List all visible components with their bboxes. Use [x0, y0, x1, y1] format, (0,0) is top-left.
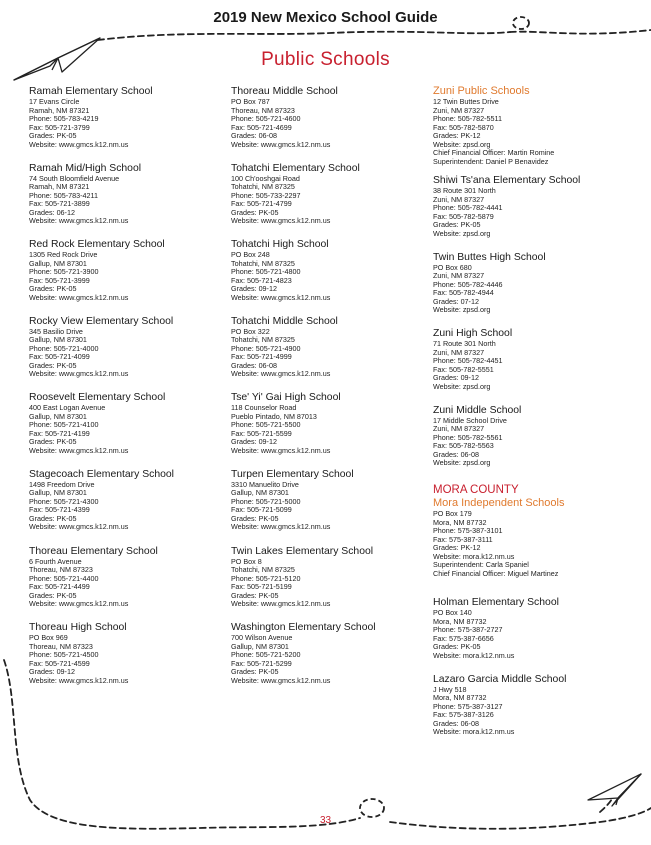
school-entry [29, 163, 219, 240]
school-detail-line: 1305 Red Rock Drive [29, 250, 98, 260]
school-detail-line: Grades: 09-12 [433, 373, 479, 383]
school-detail-line: Fax: 505-721-4799 [231, 199, 292, 209]
school-detail-line: 1498 Freedom Drive [29, 479, 95, 489]
school-detail-line: Phone: 505-721-4900 [231, 343, 301, 353]
school-entry [29, 546, 219, 623]
school-name: Stagecoach Elementary School [29, 468, 174, 480]
school-name: Tohatchi Elementary School [231, 162, 360, 174]
school-detail-line: Zuni, NM 87327 [433, 424, 485, 434]
school-name: Thoreau Middle School [231, 86, 338, 97]
school-detail-line: Website: www.gmcs.k12.nm.us [29, 522, 129, 532]
school-detail-line: 3310 Manuelito Drive [231, 479, 299, 489]
school-entry [433, 328, 633, 405]
school-detail-line: Grades: 06-08 [231, 131, 277, 140]
county-name: MORA COUNTY [433, 484, 519, 497]
school-detail-line: PO Box 969 [29, 633, 68, 643]
school-entry [29, 239, 219, 316]
school-detail-line: Grades: PK-05 [29, 360, 77, 370]
school-detail-line: Grades: 06-12 [29, 207, 75, 217]
school-detail-line: Thoreau, NM 87323 [29, 565, 93, 575]
school-detail-line: Ramah, NM 87321 [29, 105, 90, 115]
district-detail-line: Phone: 505-782-5511 [433, 114, 503, 123]
school-detail-line: Zuni, NM 87327 [433, 271, 485, 281]
school-entry [231, 86, 426, 163]
school-name: Shiwi Ts'ana Elementary School [433, 175, 581, 186]
school-detail-line: Gallup, NM 87301 [231, 488, 289, 498]
school-detail-line: Website: www.gmcs.k12.nm.us [231, 369, 331, 379]
school-detail-line: Phone: 505-721-4100 [29, 420, 99, 430]
school-detail-line: Grades: PK-05 [231, 513, 279, 523]
school-detail-line: Website: www.gmcs.k12.nm.us [29, 216, 129, 226]
school-entry [29, 316, 219, 393]
school-name: Roosevelt Elementary School [29, 392, 166, 404]
school-detail-line: Fax: 505-721-5299 [231, 658, 292, 668]
school-detail-line: Website: www.gmcs.k12.nm.us [231, 139, 331, 149]
school-entry [433, 175, 633, 252]
school-entry [433, 405, 633, 482]
school-entry [231, 239, 426, 316]
school-detail-line: Grades: PK-05 [231, 667, 279, 677]
school-entry [29, 469, 219, 546]
district-detail-line: Grades: PK-12 [433, 543, 481, 553]
school-detail-line: Website: www.gmcs.k12.nm.us [231, 292, 331, 302]
school-detail-line: Website: zpsd.org [433, 305, 491, 315]
school-name: Turpen Elementary School [231, 468, 354, 480]
school-detail-line: Grades: 07-12 [433, 296, 479, 306]
school-detail-line: 118 Counselor Road [231, 403, 297, 413]
school-detail-line: Pueblo Pintado, NM 87013 [231, 411, 317, 421]
school-detail-line: 100 Ch'ooshgai Road [231, 173, 300, 183]
school-detail-line: Fax: 505-721-4499 [29, 582, 90, 592]
school-detail-line: Thoreau, NM 87323 [231, 105, 295, 115]
district-school-list [433, 175, 633, 481]
school-detail-line: Website: zpsd.org [433, 228, 491, 238]
school-name: Ramah Mid/High School [29, 162, 142, 174]
school-name: Zuni Middle School [433, 404, 522, 416]
school-detail-line: Phone: 505-733-2297 [231, 190, 301, 200]
school-name: Tohatchi Middle School [231, 315, 338, 327]
school-detail-line: Phone: 505-721-3900 [29, 267, 99, 277]
school-detail-line: Gallup, NM 87301 [29, 488, 87, 498]
school-detail-line: Tohatchi, NM 87325 [231, 258, 295, 268]
district-detail-line: PO Box 179 [433, 509, 472, 519]
school-detail-line: Fax: 505-782-4944 [433, 288, 494, 298]
school-detail-line: Fax: 505-721-4699 [231, 122, 292, 132]
school-detail-line: Website: www.gmcs.k12.nm.us [231, 599, 331, 609]
school-detail-line: Website: www.gmcs.k12.nm.us [29, 139, 129, 149]
school-detail-line: Website: mora.k12.nm.us [433, 727, 515, 737]
school-detail-line: Grades: PK-05 [231, 207, 279, 217]
school-name: Holman Elementary School [433, 597, 559, 609]
school-detail-line: Fax: 575-387-3126 [433, 710, 494, 720]
school-detail-line: Website: www.gmcs.k12.nm.us [29, 445, 129, 455]
school-name: Red Rock Elementary School [29, 239, 165, 251]
school-column-2 [231, 86, 426, 699]
school-detail-line: Grades: PK-05 [29, 131, 77, 140]
school-entry [231, 316, 426, 393]
district-detail-line: Website: mora.k12.nm.us [433, 551, 515, 561]
school-detail-line: Website: zpsd.org [433, 381, 491, 391]
school-name: Zuni High School [433, 328, 513, 340]
school-detail-line: Grades: PK-05 [231, 590, 279, 600]
school-detail-line: Grades: 06-08 [433, 449, 479, 459]
school-detail-line: Phone: 505-721-5120 [231, 573, 301, 583]
school-detail-line: 17 Evans Circle [29, 97, 80, 106]
school-detail-line: 17 Middle School Drive [433, 415, 507, 425]
district-name: Zuni Public Schools [433, 85, 530, 97]
school-detail-line: Fax: 505-721-5599 [231, 428, 292, 438]
school-detail-line: Phone: 505-721-4000 [29, 343, 99, 353]
school-detail-line: Fax: 505-721-4823 [231, 275, 292, 285]
school-detail-line: Website: www.gmcs.k12.nm.us [231, 445, 331, 455]
school-name: Washington Elementary School [231, 622, 376, 634]
district-detail-line: Chief Financial Officer: Martin Romine [433, 148, 555, 157]
school-detail-line: Phone: 505-721-4600 [231, 114, 301, 123]
school-detail-line: Fax: 505-721-3999 [29, 275, 90, 285]
school-detail-line: Phone: 505-782-4451 [433, 356, 503, 366]
school-detail-line: Phone: 505-721-4500 [29, 650, 99, 660]
school-detail-line: Gallup, NM 87301 [29, 335, 87, 345]
school-detail-line: PO Box 680 [433, 262, 472, 272]
school-detail-line: Ramah, NM 87321 [29, 182, 90, 192]
district-entry [433, 497, 633, 597]
school-detail-line: Fax: 575-387-6656 [433, 633, 494, 643]
school-detail-line: 345 Basilio Drive [29, 326, 83, 336]
district-school-list [433, 597, 633, 750]
school-detail-line: 38 Route 301 North [433, 186, 496, 195]
school-detail-line: Fax: 505-721-5199 [231, 582, 292, 592]
school-detail-line: Fax: 505-721-4999 [231, 352, 292, 362]
school-detail-line: Gallup, NM 87301 [29, 258, 87, 268]
district-detail-line: Zuni, NM 87327 [433, 105, 485, 115]
school-name: Rocky View Elementary School [29, 315, 174, 327]
school-entry [29, 392, 219, 469]
school-name: Ramah Elementary School [29, 86, 153, 97]
school-detail-line: Grades: 06-08 [433, 718, 479, 728]
school-detail-line: Fax: 505-721-5099 [231, 505, 292, 515]
district-detail-line: Fax: 505-782-5870 [433, 122, 494, 132]
school-detail-line: Website: mora.k12.nm.us [433, 650, 515, 660]
school-detail-line: Fax: 505-721-4099 [29, 352, 90, 362]
district-detail-line: Superintendent: Carla Spaniel [433, 560, 529, 570]
school-detail-line: PO Box 787 [231, 97, 270, 106]
school-detail-line: Website: www.gmcs.k12.nm.us [29, 675, 129, 685]
school-detail-line: Phone: 505-721-4400 [29, 573, 99, 583]
school-detail-line: Gallup, NM 87301 [231, 641, 289, 651]
school-name: Tohatchi High School [231, 239, 329, 251]
school-detail-line: Fax: 505-721-4399 [29, 505, 90, 515]
district-detail-line: Fax: 575-387-3111 [433, 534, 493, 544]
school-detail-line: 400 East Logan Avenue [29, 403, 106, 413]
school-detail-line: Tohatchi, NM 87325 [231, 182, 295, 192]
school-detail-line: Website: www.gmcs.k12.nm.us [231, 675, 331, 685]
school-name: Tse' Yi' Gai High School [231, 392, 341, 404]
school-name: Thoreau Elementary School [29, 545, 158, 557]
school-detail-line: PO Box 8 [231, 556, 262, 566]
school-detail-line: Fax: 505-782-5563 [433, 441, 494, 451]
school-name: Twin Lakes Elementary School [231, 545, 374, 557]
school-detail-line: PO Box 322 [231, 326, 270, 336]
school-detail-line: Gallup, NM 87301 [29, 411, 87, 421]
school-detail-line: Tohatchi, NM 87325 [231, 335, 295, 345]
school-detail-line: Website: www.gmcs.k12.nm.us [29, 599, 129, 609]
district-detail-line: Website: zpsd.org [433, 139, 491, 149]
school-detail-line: Website: www.gmcs.k12.nm.us [29, 369, 129, 379]
school-name: Lazaro Garcia Middle School [433, 673, 567, 685]
school-entry [29, 86, 219, 163]
section-title: Public Schools [261, 49, 390, 70]
school-detail-line: Thoreau, NM 87323 [29, 641, 93, 651]
guide-title: 2019 New Mexico School Guide [213, 9, 438, 26]
school-detail-line: PO Box 140 [433, 608, 472, 618]
school-entry [231, 469, 426, 546]
school-entry [231, 546, 426, 623]
school-detail-line: Website: www.gmcs.k12.nm.us [29, 292, 129, 302]
school-detail-line: Fax: 505-721-4199 [29, 428, 90, 438]
school-entry [433, 674, 633, 751]
school-detail-line: Fax: 505-721-3899 [29, 199, 90, 209]
school-detail-line: Grades: PK-05 [29, 590, 77, 600]
district-detail-line: Mora, NM 87732 [433, 517, 487, 527]
school-entry [231, 163, 426, 240]
school-detail-line: Phone: 505-721-5500 [231, 420, 301, 430]
school-detail-line: Phone: 575-387-3127 [433, 701, 503, 711]
school-detail-line: Fax: 505-721-4599 [29, 658, 90, 668]
district-detail-line: Grades: PK-12 [433, 131, 481, 140]
school-detail-line: J Hwy 518 [433, 684, 467, 694]
district-detail-line: Chief Financial Officer: Miguel Martinez [433, 568, 559, 578]
school-detail-line: Fax: 505-782-5879 [433, 211, 494, 221]
school-detail-line: 700 Wilson Avenue [231, 633, 293, 643]
district-entry [433, 85, 633, 175]
school-detail-line: Phone: 505-782-4446 [433, 279, 503, 289]
school-detail-line: Grades: PK-05 [29, 513, 77, 523]
school-detail-line: Mora, NM 87732 [433, 693, 487, 703]
school-name: Twin Buttes High School [433, 251, 546, 263]
school-detail-line: Phone: 505-782-4441 [433, 203, 503, 212]
school-detail-line: Grades: 06-08 [231, 360, 277, 370]
school-detail-line: Phone: 505-721-4300 [29, 496, 99, 506]
district-detail-line: Superintendent: Daniel P Benavidez [433, 156, 549, 166]
school-detail-line: Phone: 505-783-4219 [29, 114, 99, 123]
school-entry [433, 597, 633, 674]
school-detail-line: Grades: PK-05 [433, 642, 481, 652]
school-detail-line: Grades: 09-12 [29, 667, 75, 677]
district-name: Mora Independent Schools [433, 497, 565, 510]
paper-plane-icon [588, 774, 641, 806]
school-detail-line: Phone: 575-387-2727 [433, 625, 503, 635]
school-detail-line: Mora, NM 87732 [433, 616, 487, 626]
district-detail-line: Phone: 575-387-3101 [433, 526, 503, 536]
school-detail-line: Grades: PK-05 [29, 437, 77, 447]
school-detail-line: Website: www.gmcs.k12.nm.us [231, 216, 331, 226]
school-detail-line: Fax: 505-782-5551 [433, 364, 494, 374]
school-detail-line: Grades: 09-12 [231, 284, 277, 294]
school-detail-line: Phone: 505-721-5200 [231, 650, 301, 660]
school-detail-line: 71 Route 301 North [433, 339, 496, 349]
school-detail-line: 6 Fourth Avenue [29, 556, 82, 566]
school-detail-line: Grades: PK-05 [433, 220, 481, 229]
school-entry [231, 392, 426, 469]
district-detail-line: 12 Twin Buttes Drive [433, 97, 499, 106]
school-detail-line: PO Box 248 [231, 250, 270, 260]
school-column-1 [29, 86, 219, 699]
school-detail-line: Phone: 505-721-5000 [231, 496, 301, 506]
page-number: 33 [319, 815, 332, 826]
school-detail-line: 74 South Bloomfield Avenue [29, 173, 120, 183]
school-column-3 [433, 85, 633, 751]
school-name: Thoreau High School [29, 622, 127, 634]
school-detail-line: Phone: 505-721-4800 [231, 267, 301, 277]
school-detail-line: Grades: 09-12 [231, 437, 277, 447]
school-detail-line: Website: zpsd.org [433, 458, 491, 468]
school-detail-line: Tohatchi, NM 87325 [231, 565, 295, 575]
school-detail-line: Grades: PK-05 [29, 284, 77, 294]
school-detail-line: Zuni, NM 87327 [433, 194, 485, 204]
school-detail-line: Zuni, NM 87327 [433, 347, 485, 357]
school-detail-line: Website: www.gmcs.k12.nm.us [231, 522, 331, 532]
school-entry [29, 622, 219, 699]
school-detail-line: Phone: 505-782-5561 [433, 432, 503, 442]
school-entry [231, 622, 426, 699]
school-detail-line: Phone: 505-783-4211 [29, 190, 99, 200]
school-detail-line: Fax: 505-721-3799 [29, 122, 90, 132]
school-entry [433, 252, 633, 329]
